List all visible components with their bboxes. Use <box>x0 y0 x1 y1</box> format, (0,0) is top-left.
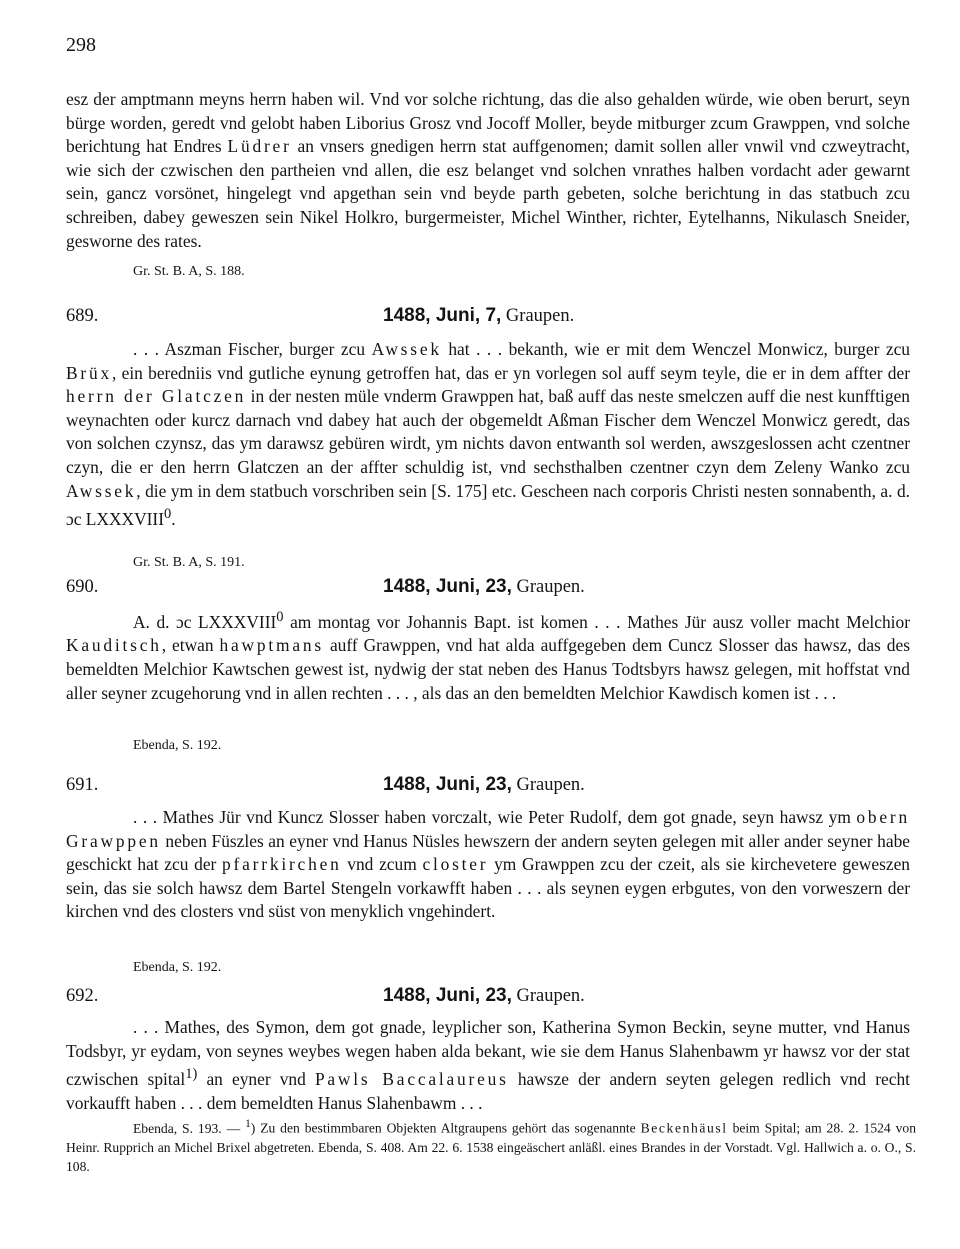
footnote-ref: 1) <box>185 1066 198 1083</box>
entry-text <box>66 806 910 924</box>
entry-number: 691. <box>66 775 99 795</box>
text-run: beim Spital; am 28. 2. 1524 von Heinr. Rupprich an Michel Brixel abgetreten. Ebenda, S. 408. Am 22. 6. 1538 eingeäschert anläßl. eines Brandes in der Vorstadt. Vgl. Hallwich a. o. O., S. 108. <box>66 1120 916 1174</box>
text-run: neben Füszles an eyner vnd Hanus Nüsles hewszern der andern seyten gelegen mit aller ander seyner habe geschickt hat zcu der <box>66 830 910 875</box>
entry-date: 1488, Juni, 23, <box>383 985 512 1006</box>
spaced-name: Brüx <box>66 362 112 383</box>
intro-source: Gr. St. B. A, S. 188. <box>133 264 245 279</box>
entry-number: 692. <box>66 986 99 1006</box>
text-run: . <box>171 508 176 529</box>
text-run: ) Zu den bestimmbaren Objekten Altgraupens gehört das sogenannte <box>250 1120 641 1136</box>
spaced-name: Beckenhäusl <box>640 1120 728 1136</box>
entry-place: Graupen. <box>505 306 575 326</box>
entry-number: 689. <box>66 306 99 326</box>
entry-heading <box>383 985 585 1007</box>
entry-source: Gr. St. B. A, S. 191. <box>133 555 245 570</box>
text-run: . . . Mathes, des Symon, dem got gnade, leyplicher son, Katherina Symon Beckin, seyne mutter, vnd Hanus Todsbyr, yr eydam, von seynes weybes wegen haben alda bekant, wie sie dem Hanus Slahenbawm yr hawsz vor der stat czwischen spital <box>66 1017 910 1089</box>
spaced-name: pfarrkirchen <box>222 854 342 875</box>
superscript: 0 <box>276 609 284 625</box>
text-run: am montag vor Johannis Bapt. ist komen . . . Mathes Jür ausz voller macht Melchior <box>283 611 910 632</box>
text-run: vnd zcum <box>341 854 423 875</box>
footnote-marker: 1 <box>245 1118 251 1130</box>
text-run: an vnsers gnedigen herrn stat auffgenomen; damit sollen aller vnwil vnd czweytracht, wie sich der czwischen den partheien vnd allen, die esz belanget vnd solchen vnrathes halben vordacht ader gewarnt sein, gancz vorsönet, hingelegt vnd apgethan sein vnd beyde parth gebeten, solche berichtung in das statbuch zcu schreiben, dabey geweszen sein Nikel Holkro, burgermeister, Michel Winther, richter, Eytelhanns, Nikulasch Sneider, gesworne des rates. <box>66 136 910 251</box>
spaced-name: Kauditsch <box>66 635 162 656</box>
footnote <box>66 1115 916 1176</box>
text-run: , ein beredniis vnd gutliche eynung getroffen hat, das er yn vorlegen sol auff seym teyle, die er in dem affter der <box>111 362 910 383</box>
spaced-name: Awssek <box>371 339 442 359</box>
spaced-name: hawptmans <box>219 635 324 656</box>
text-run: . . . Mathes Jür vnd Kuncz Slosser haben vorczalt, wie Peter Rudolf, dem got gnade, seyn hawsz ym <box>133 807 857 827</box>
text-run: an eyner vnd <box>197 1068 315 1089</box>
entry-heading <box>383 305 574 327</box>
spaced-name: Pawls Baccalaureus <box>314 1068 509 1089</box>
text-run: auff Grawppen, vnd hat alda auffgegeben dem Cuncz Slosser das hawsz, das des bemeldten Melchior Kawtschen gewest ist, nydwig der stat neben des Hanus Todtsbyrs hawsz gelegen, mit hoffstat vnd aller seyner zcugehorung vnd in allen rechten . . . , als das an den bemeldten Melchior Kawdisch komen ist . . . <box>66 635 910 703</box>
entry-number: 690. <box>66 577 99 597</box>
entry-source: Ebenda, S. 192. <box>133 738 222 753</box>
entry-date: 1488, Juni, 7, <box>383 305 502 326</box>
spaced-name: Lüdrer <box>227 136 292 157</box>
superscript: 0 <box>164 506 172 523</box>
page-number: 298 <box>66 34 96 56</box>
entry-text <box>66 606 910 705</box>
text-run: , etwan <box>161 635 220 656</box>
spaced-name: closter <box>422 854 489 875</box>
text-run: hawsze der andern seyten gelegen redlich vnd recht vorkaufft haben . . . dem bemeldten Hanus Slahenbawm . . . <box>66 1068 910 1113</box>
entry-heading <box>383 576 585 598</box>
text-run: Ebenda, S. 193. — <box>133 1120 246 1136</box>
text-run: esz der amptmann meyns herrn haben wil. Vnd vor solche richtung, das die also gehalden würde, wie oben berurt, seyn bürge worden, geredt vnd gelobt haben Liborius Grosz vnd Jocoff Moller, beyde mitburger zcum Grawppen, vnd solche berichtung hat Endres <box>66 89 910 157</box>
text-run: ym Grawppen zcu der czeit, als sie kirchevetere geweszen sein, das sie solch hawsz dem Bartel Stengeln vorkawfft haben . . . als seynen eygen erbgutes, von den vorweszern der kirchen vnd des closters vnd süst von menyklich vngehindert. <box>66 854 910 922</box>
entry-heading <box>383 774 585 796</box>
entry-place: Graupen. <box>516 986 585 1006</box>
entry-place: Graupen. <box>516 577 585 597</box>
intro-paragraph <box>66 88 910 253</box>
spaced-name: herrn der Glatczen <box>66 386 247 407</box>
text-run: A. d. ɔc LXXXVIII <box>133 611 277 632</box>
text-run: in der nesten müle vnderm Grawppen hat, baß auff das neste smelczen auff die nest kunfftigen weynachten oder kurcz darnach vnd dabey hat auch der obgemeldt Aßman Fischer dem Wenczel Monwicz geredt, das von solchen czynsz, das ym darawsz gebüren wirdt, ym nichts davon entwanth sol werden, awszgeslossen acht czentner czyn, die er den herrn Glatczen an der affter schuldig ist, vnd sechsthalben czentner czyn dem Zeleny Wanko zcu <box>66 386 910 477</box>
text-run: hat . . . bekanth, wie er mit dem Wenczel Monwicz, burger zcu <box>441 339 910 359</box>
entry-text <box>66 338 910 532</box>
spaced-name: obern Grawppen <box>66 807 910 851</box>
entry-date: 1488, Juni, 23, <box>383 774 512 795</box>
entry-source: Ebenda, S. 192. <box>133 960 222 975</box>
entry-text <box>66 1016 910 1115</box>
text-run: . . . Aszman Fischer, burger zcu <box>133 339 372 359</box>
spaced-name: Awssek <box>66 480 137 501</box>
entry-place: Graupen. <box>516 775 585 795</box>
entry-date: 1488, Juni, 23, <box>383 576 512 597</box>
text-run: , die ym in dem statbuch vorschriben sein [S. 175] etc. Gescheen nach corporis Christi nesten sonnabenth, a. d. ɔc LXXXVIII <box>66 480 910 529</box>
